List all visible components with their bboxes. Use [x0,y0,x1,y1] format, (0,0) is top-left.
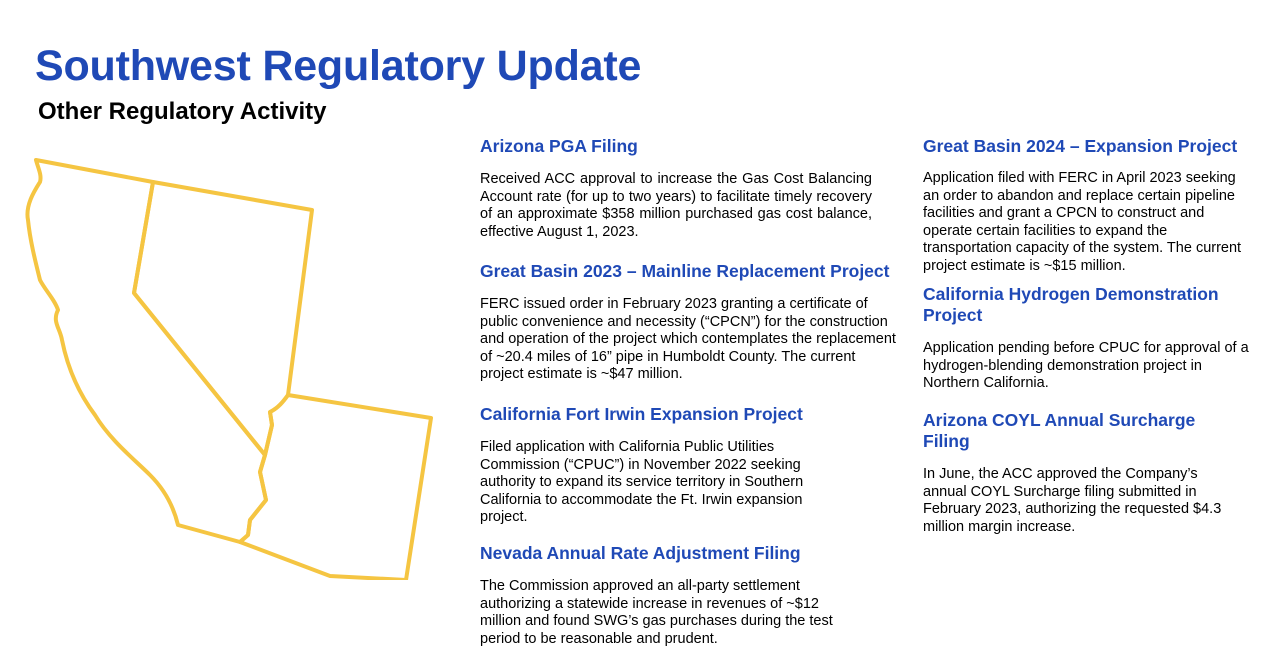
section-body: FERC issued order in February 2023 granting a certificate of public convenience and necessity (“CPCN”) for the construction and operation of the project which contemplates the replacement of ~20.4 miles of 16” pipe in Humboldt County. The current project estimate is ~$47 million. [480,296,896,383]
section-title: California Hydrogen Demonstration Project [923,284,1219,325]
ca-hydrogen-section [923,284,1253,393]
page-subtitle: Other Regulatory Activity [38,98,327,125]
great-basin-2024-section [923,136,1253,276]
section-body: Filed application with California Public Utilities Commission (“CPUC”) in November 2022 seeking authority to expand its service territory in Southern California to accommodate the Ft. Irwin expansion project. [480,439,804,526]
section-body: Application filed with FERC in April 2023 seeking an order to abandon and replace certain pipeline facilities and grant a CPCN to construct and operate certain facilities to expand the transportation capacity of the system. The current project estimate is ~$15 million. [923,170,1242,274]
section-body: Received ACC approval to increase the Gas Cost Balancing Account rate (for up to two years) to facilitate timely recovery of an approximate $358 million purchased gas cost balance, effective August 1, 2023. [480,171,872,240]
section-title: Great Basin 2024 – Expansion Project [923,136,1238,156]
section-body: The Commission approved an all-party settlement authorizing a statewide increase in revenues of ~$12 million and found SWG’s gas purchases during the test period to be reasonable and prudent. [480,578,833,647]
section-title: Arizona PGA Filing [480,136,638,156]
arizona-pga-section [480,136,872,241]
section-body: Application pending before CPUC for approval of a hydrogen-blending demonstration project in Northern California. [923,340,1249,392]
az-coyl-section [923,410,1223,536]
fort-irwin-section [480,404,820,527]
section-title: Great Basin 2023 – Mainline Replacement Project [480,261,890,281]
state-outline-map-icon [0,140,450,580]
section-title: California Fort Irwin Expansion Project [480,404,803,424]
nevada-outline-icon [134,182,312,455]
section-title: Nevada Annual Rate Adjustment Filing [480,543,801,563]
section-body: In June, the ACC approved the Company’s annual COYL Surcharge filing submitted in February 2023, authorizing the requested $4.3 million margin increase. [923,466,1222,535]
section-title: Arizona COYL Annual Surcharge Filing [923,410,1196,451]
arizona-outline-icon [240,395,431,580]
page-title: Southwest Regulatory Update [35,42,642,90]
great-basin-2023-section [480,261,900,384]
nevada-rate-section [480,543,852,648]
